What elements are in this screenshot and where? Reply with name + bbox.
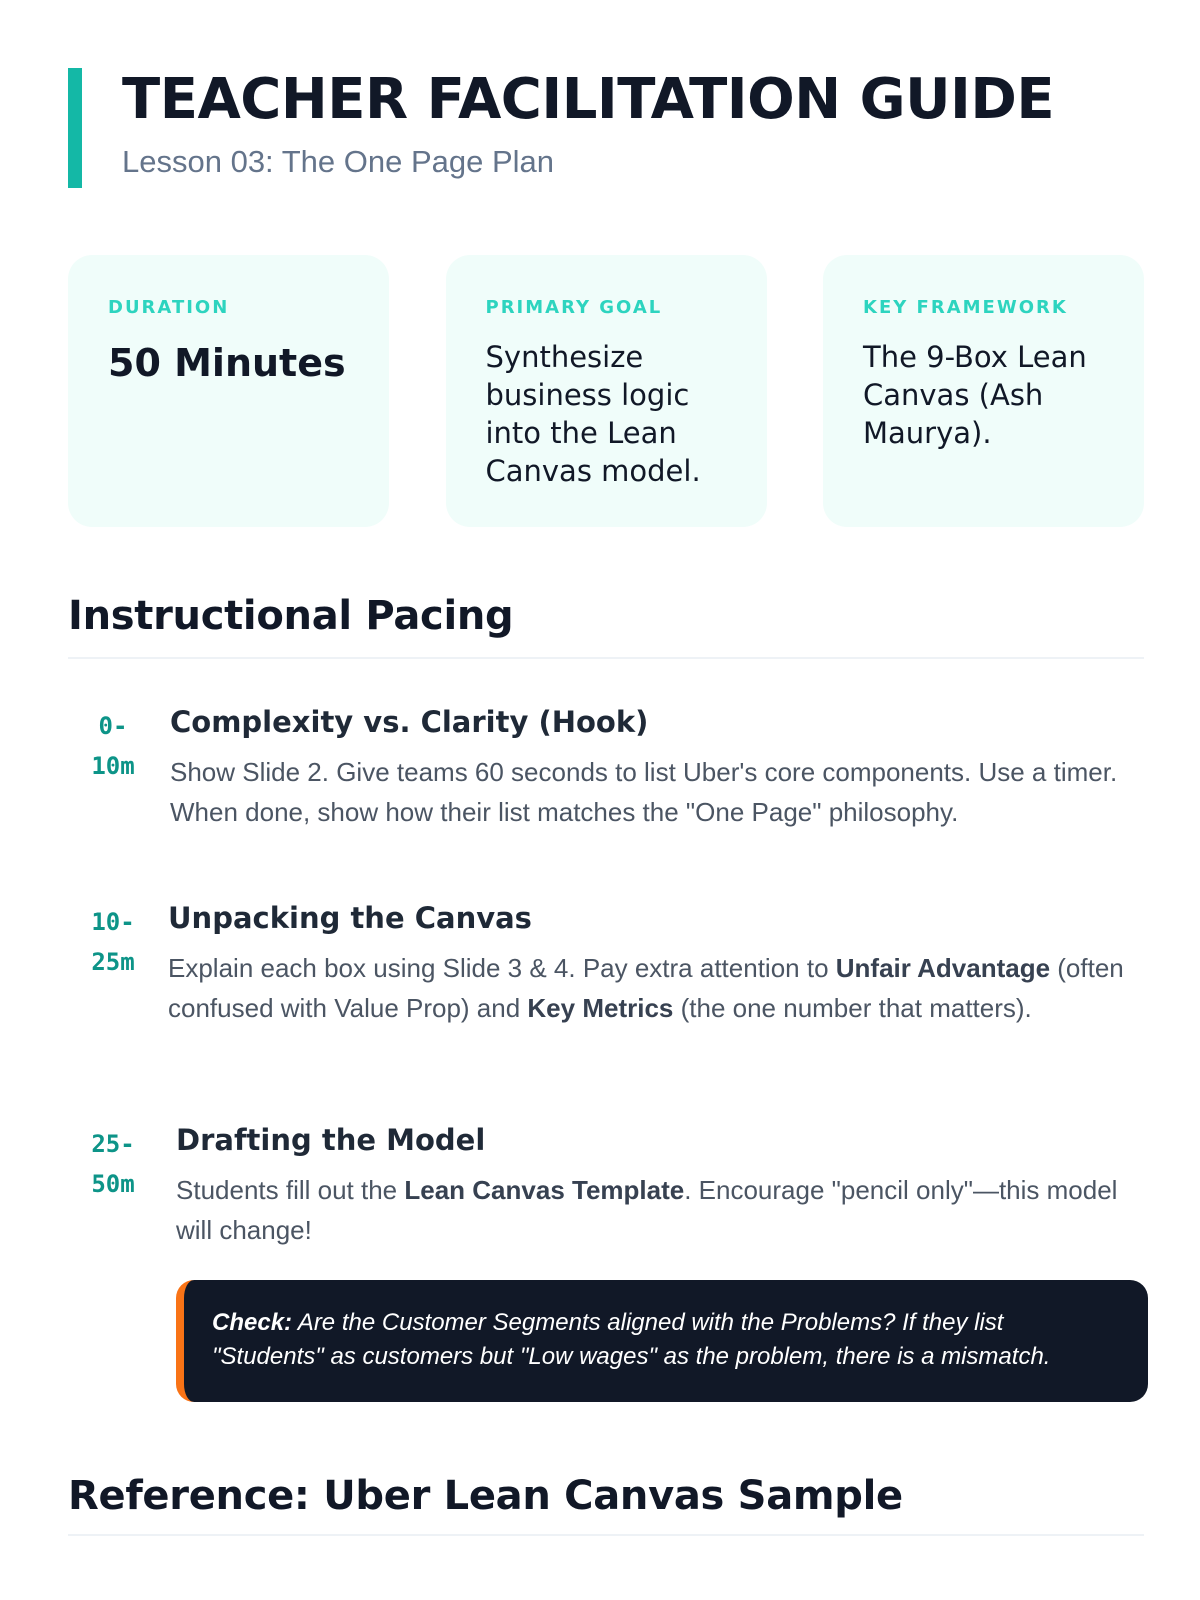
step-body (158, 702, 1148, 832)
step-title: Drafting the Model (176, 1123, 486, 1157)
duration-label: DURATION (108, 297, 230, 318)
reference-heading: Reference: Uber Lean Canvas Sample (68, 1473, 903, 1519)
page-title: TEACHER FACILITATION GUIDE (122, 67, 1055, 132)
step-time-end: 50m (91, 1170, 135, 1198)
page-header (68, 68, 1148, 188)
step-description: Explain each box using Slide 3 & 4. Pay extra attention to Unfair Advantage (often confused with Value Prop) and Key Metrics (the one number that matters). (168, 953, 1124, 1023)
step-time-start: 10- (91, 908, 135, 936)
pacing-step-hook (68, 702, 1148, 832)
step-time (68, 702, 158, 832)
pacing-divider (68, 657, 1144, 659)
step-description: Students fill out the Lean Canvas Template. Encourage "pencil only"—this model will change! (176, 1175, 1118, 1245)
check-callout (176, 1280, 1148, 1402)
emphasis-unfair-advantage: Unfair Advantage (835, 953, 1051, 983)
step-time-start: 25- (91, 1130, 135, 1158)
step-title: Complexity vs. Clarity (Hook) (170, 705, 649, 739)
step-time (68, 898, 158, 1028)
step-time-start: 0- (98, 712, 128, 740)
pacing-step-drafting (68, 1120, 1148, 1402)
step-time-end: 25m (91, 948, 135, 976)
key-framework-card (823, 255, 1144, 527)
step-time (68, 1120, 158, 1402)
check-text: Are the Customer Segments aligned with the Problems? If they list "Students" as customers but "Low wages" as the problem, there is a mismatch. (212, 1309, 1051, 1370)
primary-goal-card (446, 255, 767, 527)
check-label: Check: (212, 1309, 293, 1336)
key-framework-label: KEY FRAMEWORK (863, 297, 1068, 318)
emphasis-key-metrics: Key Metrics (527, 993, 674, 1023)
duration-card (68, 255, 389, 527)
pacing-heading: Instructional Pacing (68, 593, 514, 639)
reference-divider (68, 1534, 1144, 1536)
step-body (158, 898, 1148, 1028)
duration-value: 50 Minutes (108, 341, 346, 385)
step-title: Unpacking the Canvas (168, 901, 532, 935)
overview-cards (68, 255, 1144, 527)
pacing-step-unpacking (68, 898, 1148, 1028)
primary-goal-value: Synthesize business logic into the Lean Canvas model. (485, 340, 701, 488)
page-subtitle: Lesson 03: The One Page Plan (122, 144, 555, 179)
emphasis-lean-canvas-template: Lean Canvas Template (404, 1175, 685, 1205)
step-body (158, 1120, 1148, 1402)
step-time-end: 10m (91, 752, 135, 780)
key-framework-value: The 9-Box Lean Canvas (Ash Maurya). (863, 340, 1087, 450)
step-description: Show Slide 2. Give teams 60 seconds to list Uber's core components. Use a timer. When done, show how their list matches the "One Page" philosophy. (170, 757, 1118, 827)
primary-goal-label: PRIMARY GOAL (485, 297, 663, 318)
